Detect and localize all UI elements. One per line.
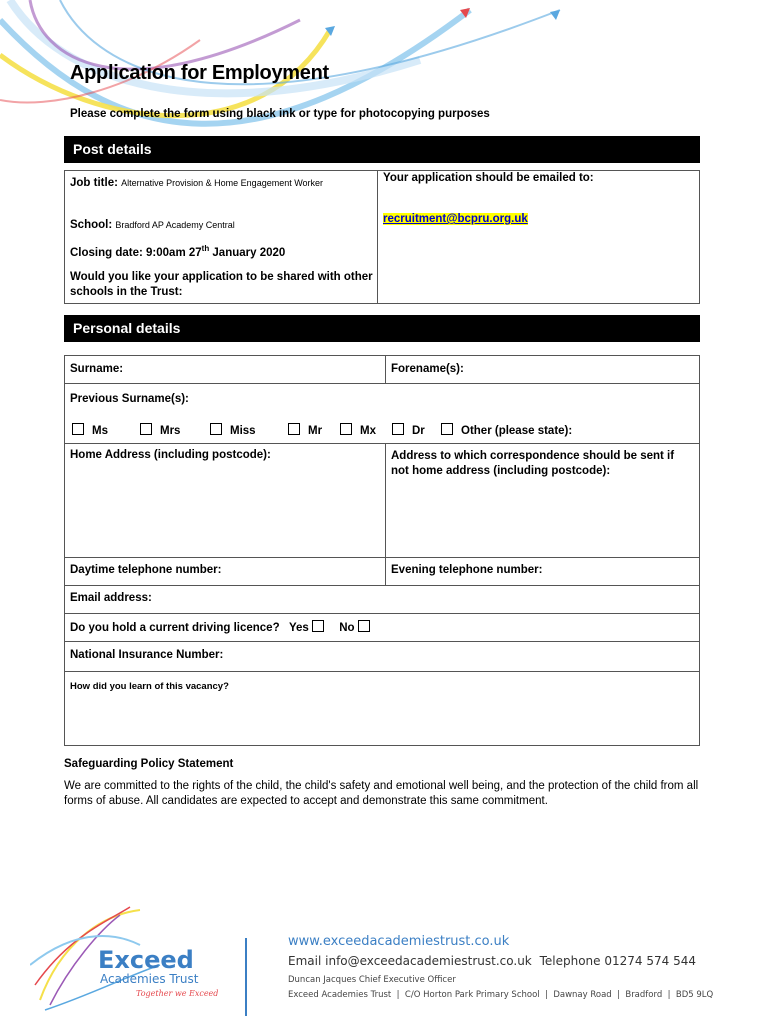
email-field[interactable]: Email address:	[70, 592, 152, 604]
correspondence-address-field[interactable]: Address to which correspondence should be sent if not home address (including postcode):	[391, 450, 675, 477]
closing-date: Closing date: 9:00am 27th January 2020	[70, 244, 286, 259]
title-option-dr[interactable]: Dr	[392, 423, 425, 437]
checkbox-icon	[72, 423, 84, 435]
footer-ceo: Duncan Jacques Chief Executive Officer	[288, 975, 456, 985]
footer-telephone: 01274 574 544	[604, 954, 696, 968]
title-option-other[interactable]: Other (please state):	[441, 423, 572, 437]
footer-website[interactable]: www.exceedacademiestrust.co.uk	[288, 934, 510, 949]
page-title: Application for Employment	[70, 62, 329, 84]
checkbox-icon	[140, 423, 152, 435]
job-title-value: Alternative Provision & Home Engagement Worker	[121, 178, 324, 188]
previous-surname-field[interactable]: Previous Surname(s):	[70, 393, 189, 405]
footer-contact: Email info@exceedacademiestrust.co.uk Telephone 01274 574 544	[288, 954, 696, 968]
title-option-mx[interactable]: Mx	[340, 423, 376, 437]
checkbox-icon	[288, 423, 300, 435]
logo-name: Exceed	[98, 946, 194, 974]
footer-email[interactable]: info@exceedacademiestrust.co.uk	[325, 954, 532, 968]
recruitment-email-link[interactable]: recruitment@bcpru.org.uk	[383, 213, 528, 225]
driving-licence-question: Do you hold a current driving licence? Yes No	[70, 620, 378, 634]
title-option-mr[interactable]: Mr	[288, 423, 322, 437]
email-instruction: Your application should be emailed to:	[383, 172, 594, 184]
title-option-ms[interactable]: Ms	[72, 423, 108, 437]
checkbox-icon	[441, 423, 453, 435]
title-option-miss[interactable]: Miss	[210, 423, 256, 437]
footer-divider	[245, 938, 247, 1016]
home-address-field[interactable]: Home Address (including postcode):	[70, 449, 271, 461]
checkbox-icon	[340, 423, 352, 435]
logo-sub: Academies Trust	[100, 972, 199, 986]
checkbox-icon	[358, 620, 370, 632]
forename-field[interactable]: Forename(s):	[391, 363, 464, 375]
personal-details-header: Personal details	[64, 315, 700, 342]
share-question[interactable]: Would you like your application to be shared with other schools in the Trust:	[70, 271, 373, 298]
title-option-mrs[interactable]: Mrs	[140, 423, 180, 437]
footer-address: Exceed Academies Trust | C/O Horton Park Primary School | Dawnay Road | Bradford | BD5 9LQ	[288, 990, 714, 1000]
job-title-field[interactable]: Job title: Alternative Provision & Home Engagement Worker	[70, 177, 324, 189]
checkbox-icon	[210, 423, 222, 435]
evening-phone-field[interactable]: Evening telephone number:	[391, 564, 543, 576]
daytime-phone-field[interactable]: Daytime telephone number:	[70, 564, 222, 576]
logo-tagline: Together we Exceed	[136, 989, 219, 998]
checkbox-icon	[392, 423, 404, 435]
surname-field[interactable]: Surname:	[70, 363, 124, 375]
safeguarding-heading: Safeguarding Policy Statement	[64, 758, 234, 770]
licence-no-option[interactable]: No	[339, 622, 378, 634]
licence-yes-option[interactable]: Yes	[289, 622, 336, 634]
page-subtitle: Please complete the form using black ink or type for photocopying purposes	[70, 108, 490, 120]
ni-number-field[interactable]: National Insurance Number:	[70, 649, 224, 661]
school-field[interactable]: School: Bradford AP Academy Central	[70, 219, 235, 231]
checkbox-icon	[312, 620, 324, 632]
vacancy-source-field[interactable]: How did you learn of this vacancy?	[70, 681, 229, 692]
school-value: Bradford AP Academy Central	[115, 220, 235, 230]
safeguarding-text: We are committed to the rights of the child, the child's safety and emotional well being, and the protection of the child from all forms of abuse. All candidates are expected to accept and demonstrate this same commitment.	[64, 780, 699, 807]
post-details-header: Post details	[64, 136, 700, 163]
